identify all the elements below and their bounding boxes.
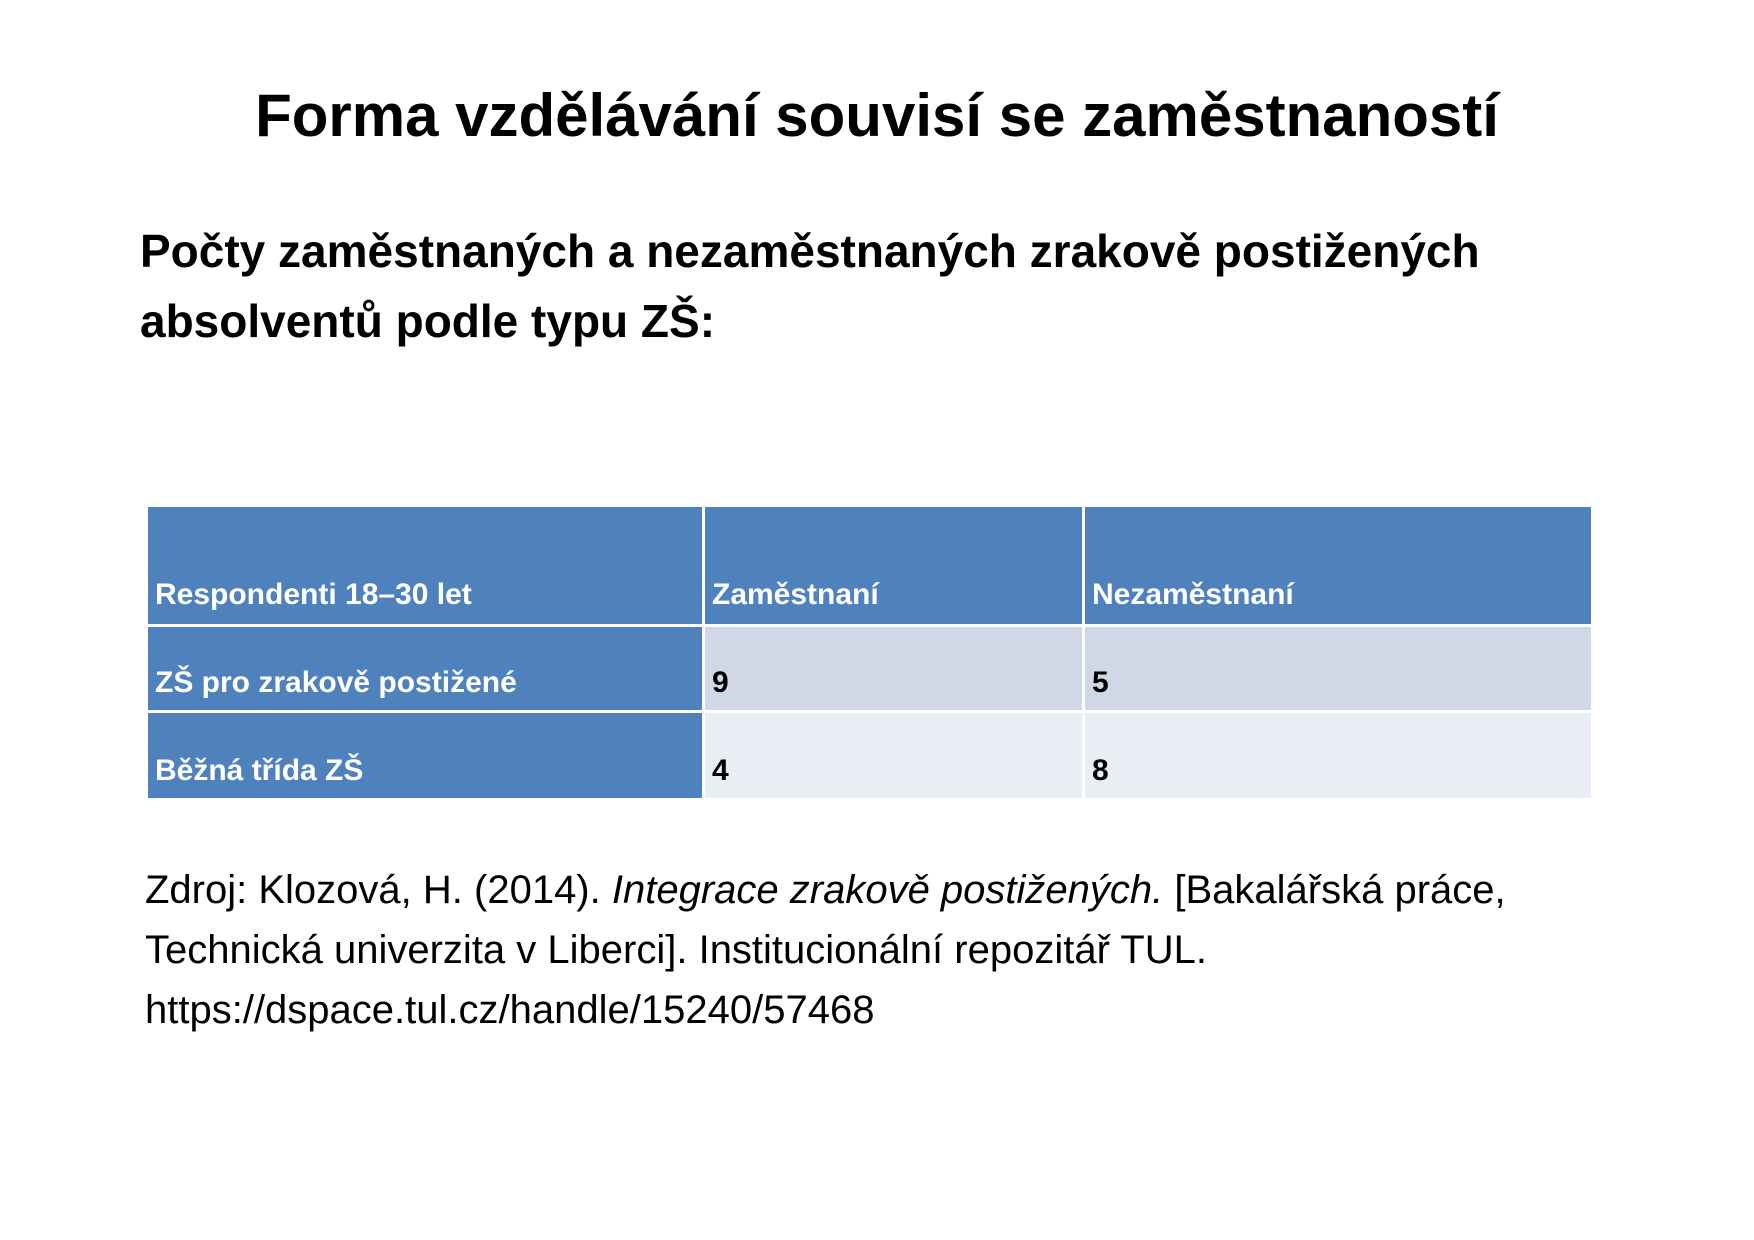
- row-label: Běžná třída ZŠ: [147, 712, 704, 800]
- header-unemployed: Nezaměstnaní: [1084, 506, 1593, 626]
- row-label: ZŠ pro zrakově postižené: [147, 626, 704, 712]
- citation-prefix: Zdroj: Klozová, H. (2014).: [145, 868, 612, 912]
- source-citation: [145, 860, 1625, 1040]
- employment-table: [145, 504, 1594, 801]
- cell-unemployed: 8: [1084, 712, 1593, 800]
- cell-employed: 9: [704, 626, 1084, 712]
- citation-suffix: [Bakalářská práce, Technická univerzita v Liberci]. Institucionální repozitář TUL. https://dspace.tul.cz/handle/15240/57468: [145, 868, 1506, 1032]
- cell-employed: 4: [704, 712, 1084, 800]
- table-row: [147, 712, 1593, 800]
- cell-unemployed: 5: [1084, 626, 1593, 712]
- slide-title: Forma vzdělávání souvisí se zaměstnaností: [255, 82, 1499, 149]
- header-employed: Zaměstnaní: [704, 506, 1084, 626]
- header-respondents: Respondenti 18–30 let: [147, 506, 704, 626]
- table-row: [147, 626, 1593, 712]
- citation-work-title: Integrace zrakově postižených.: [611, 868, 1164, 912]
- slide-subtitle: Počty zaměstnaných a nezaměstnaných zrakově postižených absolventů podle typu ZŠ:: [140, 225, 1480, 347]
- table-header-row: [147, 506, 1593, 626]
